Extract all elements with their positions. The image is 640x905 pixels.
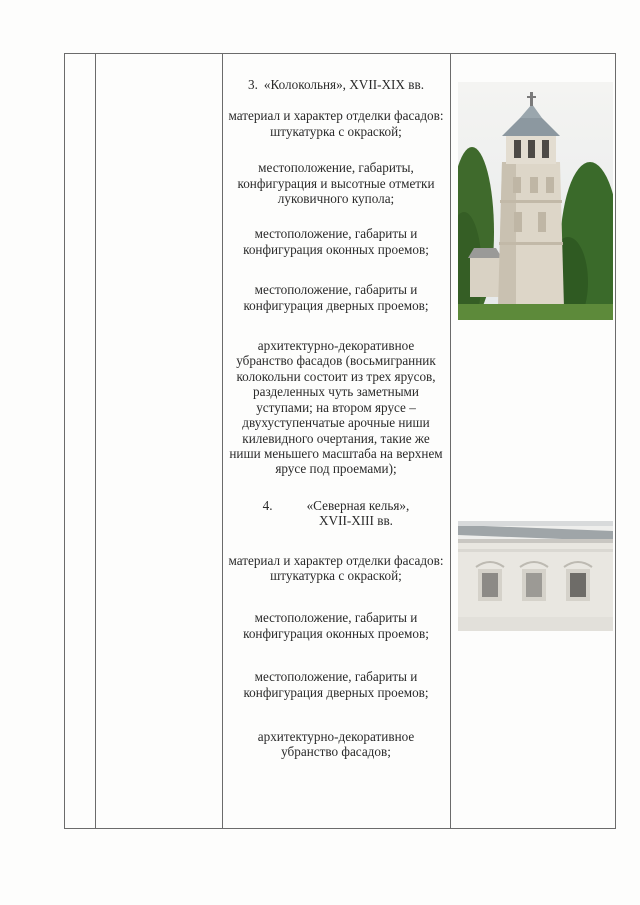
item-3-feature-5: архитектурно-декоративное убранство фасадов (восьмигранник колокольни состоит из трех ярусов, разделенных чуть заметными уступами; на втором ярусе – двухуступенчатые арочные ниши килевидного очертания, такие же ниши меньшего масштаба на верхнем ярусе под проемами); (229, 338, 443, 477)
table-border-right (615, 53, 616, 829)
features-column (222, 60, 450, 760)
item-4-feature-2: местоположение, габариты и конфигурация оконных проемов; (243, 610, 429, 641)
table-divider-3 (450, 53, 451, 829)
item-4-feature-3: местоположение, габариты и конфигурация дверных проемов; (243, 669, 429, 700)
table-border-left (64, 53, 65, 829)
item-3-heading (222, 77, 450, 92)
item-4-heading (222, 498, 450, 513)
bell-tower-photo (458, 82, 613, 320)
item-4-feature-1: материал и характер отделки фасадов: штукатурка с окраской; (228, 552, 444, 583)
item-4-title-line2: XVII-XIII вв. (319, 513, 393, 529)
item-3-number: 3. (248, 77, 258, 92)
item-3-feature-3: местоположение, габариты и конфигурация оконных проемов; (243, 226, 429, 257)
table-top-border (64, 53, 615, 54)
table-divider-1 (95, 53, 96, 829)
item-3-feature-2: местоположение, габариты, конфигурация и высотные отметки луковичного купола; (237, 160, 435, 207)
item-3-feature-1: материал и характер отделки фасадов: штукатурка с окраской; (228, 108, 444, 139)
item-4-number: 4. (262, 497, 273, 513)
item-4-feature-4: архитектурно-декоративное убранство фасадов; (257, 728, 415, 760)
item-3-title: «Колокольня», XVII-XIX вв. (263, 77, 424, 92)
item-4-title: «Северная келья», (306, 497, 410, 513)
north-cell-photo (458, 521, 613, 631)
table-bottom-border (64, 828, 615, 829)
item-3-feature-4: местоположение, габариты и конфигурация дверных проемов; (243, 282, 429, 313)
